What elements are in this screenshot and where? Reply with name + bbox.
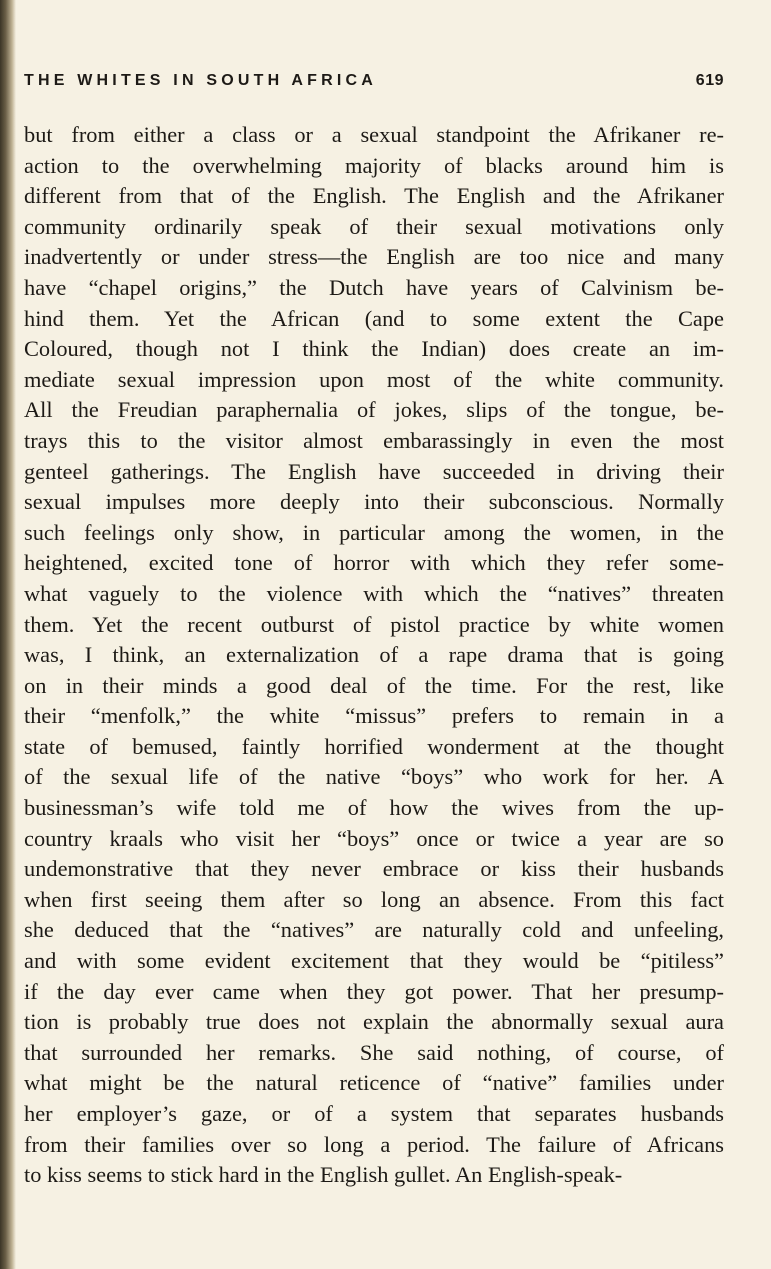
page-number: 619 <box>695 72 724 89</box>
text-line: action to the overwhelming majority of blacks around him is <box>24 152 724 178</box>
text-line: have “chapel origins,” the Dutch have years of Calvinism be- <box>24 274 724 300</box>
text-line: she deduced that the “natives” are naturally cold and unfeeling, <box>24 917 724 943</box>
text-line: different from that of the English. The English and the Afrikaner <box>24 183 724 209</box>
running-title: THE WHITES IN SOUTH AFRICA <box>24 72 378 89</box>
page-header <box>24 72 724 98</box>
text-line: mediate sexual impression upon most of the white community. <box>24 366 724 392</box>
text-line: on in their minds a good deal of the time. For the rest, like <box>24 672 724 698</box>
text-line: what might be the natural reticence of “native” families under <box>24 1070 724 1096</box>
body-paragraph <box>24 120 724 1191</box>
text-line: was, I think, an externalization of a rape drama that is going <box>24 642 724 668</box>
page-gutter-shadow <box>0 0 16 1269</box>
text-line: when first seeing them after so long an absence. From this fact <box>24 886 724 912</box>
text-line: sexual impulses more deeply into their subconscious. Normally <box>24 489 724 515</box>
text-line: businessman’s wife told me of how the wives from the up- <box>24 795 724 821</box>
text-line: what vaguely to the violence with which the “natives” threaten <box>24 580 724 606</box>
text-line: All the Freudian paraphernalia of jokes, slips of the tongue, be- <box>24 397 724 423</box>
text-line: tion is probably true does not explain the abnormally sexual aura <box>24 1009 724 1035</box>
text-line: state of bemused, faintly horrified wonderment at the thought <box>24 733 724 759</box>
text-line: community ordinarily speak of their sexual motivations only <box>24 213 724 239</box>
text-line: such feelings only show, in particular among the women, in the <box>24 519 724 545</box>
text-line: her employer’s gaze, or of a system that separates husbands <box>24 1101 724 1126</box>
text-line: inadvertently or under stress—the English are too nice and many <box>24 244 724 270</box>
text-line: from their families over so long a period. The failure of Africans <box>24 1131 724 1157</box>
text-line: them. Yet the recent outburst of pistol practice by white women <box>24 611 724 637</box>
text-line: heightened, excited tone of horror with which they refer some- <box>24 550 724 576</box>
text-line: their “menfolk,” the white “missus” prefers to remain in a <box>24 703 724 729</box>
text-line: but from either a class or a sexual standpoint the Afrikaner re- <box>24 122 724 147</box>
text-line: undemonstrative that they never embrace or kiss their husbands <box>24 856 724 882</box>
text-line: Coloured, though not I think the Indian) does create an im- <box>24 336 724 362</box>
text-line: of the sexual life of the native “boys” who work for her. A <box>24 764 724 790</box>
text-line: if the day ever came when they got power. That her presump- <box>24 978 724 1004</box>
text-line: that surrounded her remarks. She said nothing, of course, of <box>24 1039 724 1065</box>
text-line: genteel gatherings. The English have succeeded in driving their <box>24 458 724 484</box>
text-line: to kiss seems to stick hard in the English gullet. An English-speak- <box>24 1162 623 1188</box>
text-line: trays this to the visitor almost embarassingly in even the most <box>24 427 724 453</box>
text-line: hind them. Yet the African (and to some extent the Cape <box>24 305 724 331</box>
text-line: country kraals who visit her “boys” once or twice a year are so <box>24 825 724 851</box>
text-line: and with some evident excitement that they would be “pitiless” <box>24 948 724 974</box>
